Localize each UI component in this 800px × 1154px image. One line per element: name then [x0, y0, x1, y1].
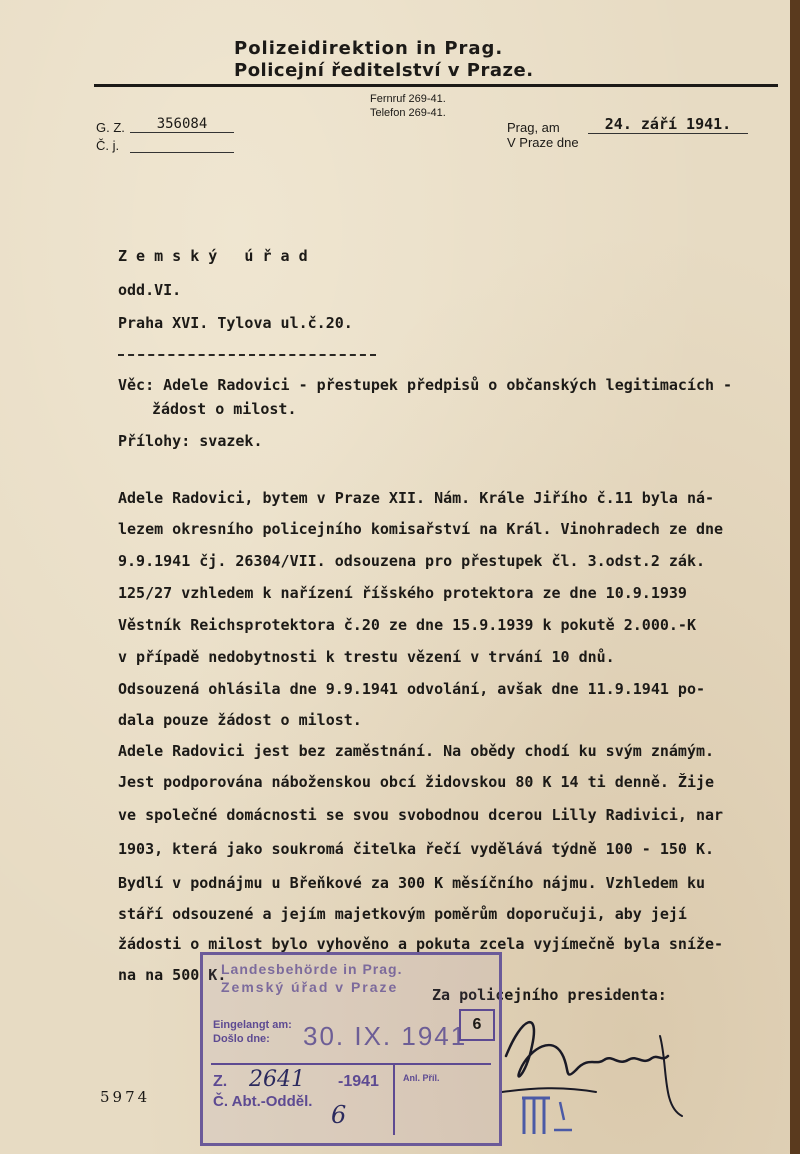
address-line-1: Z e m s k ý ú ř a d	[118, 247, 308, 265]
body-line: Adele Radovici, bytem v Praze XII. Nám. Krále Jiřího č.11 byla ná-	[118, 489, 715, 507]
cj-label: Č. j.	[96, 138, 120, 153]
stamp-z-label: Z.	[213, 1073, 228, 1090]
telefon: Telefon 269-41.	[370, 107, 446, 119]
stamp-office-de: Landesbehörde in Prag.	[221, 961, 403, 977]
body-line: Věstník Reichsprotektora č.20 ze dne 15.9.1939 k pokutě 2.000.-K	[118, 616, 696, 634]
body-line: Odsouzená ohlásila dne 9.9.1941 odvolání, avšak dne 11.9.1941 po-	[118, 680, 705, 698]
stamp-divider-vertical	[393, 1063, 395, 1135]
praha-label: V Praze dne	[507, 135, 579, 150]
footer-number: 5974	[100, 1088, 151, 1106]
body-line: v případě nedobytnosti k trestu vězení v trvání 10 dnů.	[118, 648, 615, 666]
cj-line	[130, 152, 234, 153]
gz-label: G. Z.	[96, 120, 125, 135]
header-title-cs: Policejní ředitelství v Praze.	[234, 60, 534, 81]
address-line-3: Praha XVI. Tylova ul.č.20.	[118, 314, 353, 332]
stamp-reg-year: -1941	[338, 1073, 379, 1090]
body-line: na na 500 K.	[118, 966, 227, 984]
header-rule	[94, 84, 778, 87]
body-line: lezem okresního policejního komisařství na Král. Vinohradech ze dne	[118, 520, 724, 538]
attachments: Přílohy: svazek.	[118, 432, 263, 450]
stamp-reg-number: 2641	[249, 1067, 305, 1092]
stamp-dept-number: 6	[331, 1101, 347, 1129]
closing-line: Za policejního presidenta:	[432, 986, 667, 1004]
body-line: 1903, která jako soukromá čitelka řečí vydělává týdně 100 - 150 K.	[118, 840, 715, 858]
subject-line-2: žádost o milost.	[152, 400, 297, 418]
pencil-mark-icon	[520, 1090, 590, 1140]
body-line: 125/27 vzhledem k nařízení říšského protektora ze dne 10.9.1939	[118, 584, 687, 602]
subject-line-1: Věc: Adele Radovici - přestupek předpisů o občanských legitimacích -	[118, 376, 733, 394]
stamp-divider	[211, 1063, 491, 1065]
body-line: Adele Radovici jest bez zaměstnání. Na obědy chodí ku svým známým.	[118, 742, 715, 760]
body-line: žádosti o milost bylo vyhověno a pokuta zcela vyjímečně byla sníže-	[118, 935, 724, 953]
stamp-received-date: 30. IX. 1941	[303, 1021, 468, 1051]
prag-label: Prag, am	[507, 120, 560, 135]
stamp-box-number: 6	[459, 1009, 495, 1041]
body-line: ve společné domácnosti se svou svobodnou dcerou Lilly Radivici, nar	[118, 806, 724, 824]
body-line: Jest podporována náboženskou obcí židovskou 80 K 14 ti denně. Žije	[118, 773, 715, 791]
body-line: dala pouze žádost o milost.	[118, 711, 362, 729]
letter-date: 24. září 1941.	[588, 115, 748, 134]
body-line: Bydlí v podnájmu u Břeňkové za 300 K měsíčního nájmu. Vzhledem ku	[118, 874, 705, 892]
registry-stamp	[200, 952, 502, 1146]
body-line: 9.9.1941 čj. 26304/VII. odsouzena pro přestupek čl. 3.odst.2 zák.	[118, 552, 705, 570]
dashed-separator	[118, 354, 376, 356]
stamp-office-cs: Zemský úřad v Praze	[221, 979, 399, 995]
stamp-attachments-label: Anl. Příl.	[403, 1073, 440, 1083]
address-line-2: odd.VI.	[118, 281, 182, 299]
header-title-de: Polizeidirektion in Prag.	[234, 38, 504, 59]
fernruf: Fernruf 269-41.	[370, 93, 446, 105]
stamp-received-cs: Došlo dne:	[213, 1033, 270, 1045]
body-line: stáří odsouzené a jejím majetkovým poměrům doporučuji, aby její	[118, 905, 687, 923]
gz-value: 356084	[130, 116, 234, 133]
stamp-received-de: Eingelangt am:	[213, 1019, 292, 1031]
stamp-dept-label: Č. Abt.-Odděl.	[213, 1093, 313, 1110]
